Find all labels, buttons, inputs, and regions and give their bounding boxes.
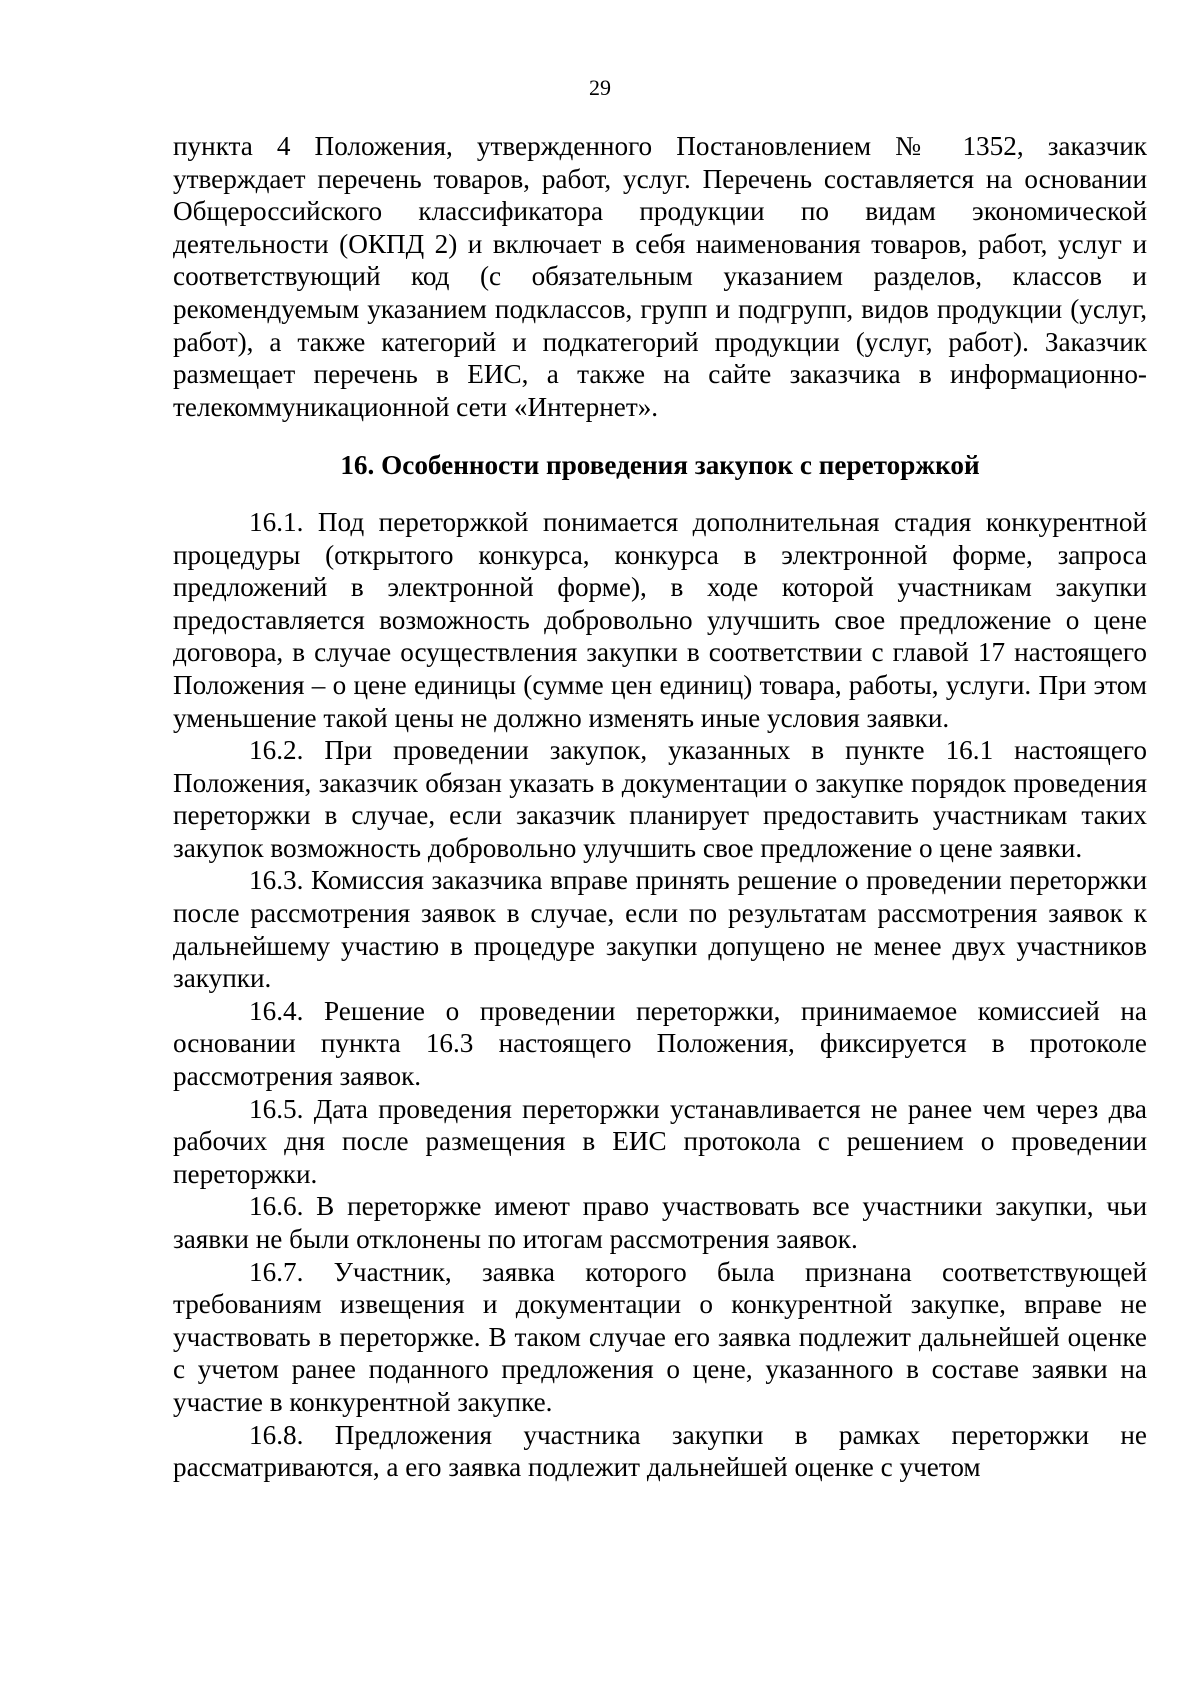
paragraph-16-1: 16.1. Под переторжкой понимается дополнительная стадия конкурентной процедуры (открытого конкурса, конкурса в электронной форме, запроса предложений в электронной форме), в ходе которой участникам закупки предоставляется возможность добровольно улучшить свое предложение о цене договора, в случае осуществления закупки в соответствии с главой 17 настоящего Положения – о цене единицы (сумме цен единиц) товара, работы, услуги. При этом уменьшение такой цены не должно изменять иные условия заявки. — [173, 506, 1147, 733]
paragraph-16-5: 16.5. Дата проведения переторжки устанавливается не ранее чем через два рабочих дня после размещения в ЕИС протокола с решением о проведении переторжки. — [173, 1093, 1147, 1189]
paragraph-16-3: 16.3. Комиссия заказчика вправе принять решение о проведении переторжки после рассмотрения заявок в случае, если по результатам рассмотрения заявок к дальнейшему участию в процедуре закупки допущено не менее двух участников закупки. — [173, 865, 1147, 994]
paragraph-16-6: 16.6. В переторжке имеют право участвовать все участники закупки, чьи заявки не были отклонены по итогам рассмотрения заявок. — [173, 1191, 1147, 1254]
paragraph-16-8: 16.8. Предложения участника закупки в рамках переторжки не рассматриваются, а его заявка подлежит дальнейшей оценке с учетом — [173, 1419, 1147, 1483]
paragraph-16-7: 16.7. Участник, заявка которого была признана соответствующей требованиям извещения и документации о конкурентной закупке, вправе не участвовать в переторжке. В таком случае его заявка подлежит дальнейшей оценке с учетом ранее поданного предложения о цене, указанного в составе заявки на участие в конкурентной закупке. — [173, 1256, 1147, 1417]
paragraph-16-2: 16.2. При проведении закупок, указанных в пункте 16.1 настоящего Положения, заказчик обязан указать в документации о закупке порядок проведения переторжки в случае, если заказчик планирует предоставить участникам таких закупок возможность добровольно улучшить свое предложение о цене заявки. — [173, 735, 1147, 863]
page-number: 29 — [589, 75, 611, 100]
intro-paragraph: пункта 4 Положения, утвержденного Постановлением № 1352, заказчик утверждает перечень товаров, работ, услуг. Перечень составляется на основании Общероссийского классификатора продукции по видам экономической деятельности (ОКПД 2) и включает в себя наименования товаров, работ, услуг и соответствующий код (с обязательным указанием разделов, классов и рекомендуемым указанием подклассов, групп и подгрупп, видов продукции (услуг, работ), а также категорий и подкатегорий продукции (услуг, работ). Заказчик размещает перечень в ЕИС, а также на сайте заказчика в информационно-телекоммуникационной сети «Интернет». — [173, 131, 1147, 422]
paragraph-16-4: 16.4. Решение о проведении переторжки, принимаемое комиссией на основании пункта 16.3 настоящего Положения, фиксируется в протоколе рассмотрения заявок. — [173, 995, 1147, 1092]
document-body — [173, 130, 1147, 1484]
section-heading: 16. Особенности проведения закупок с переторжкой — [340, 450, 980, 481]
